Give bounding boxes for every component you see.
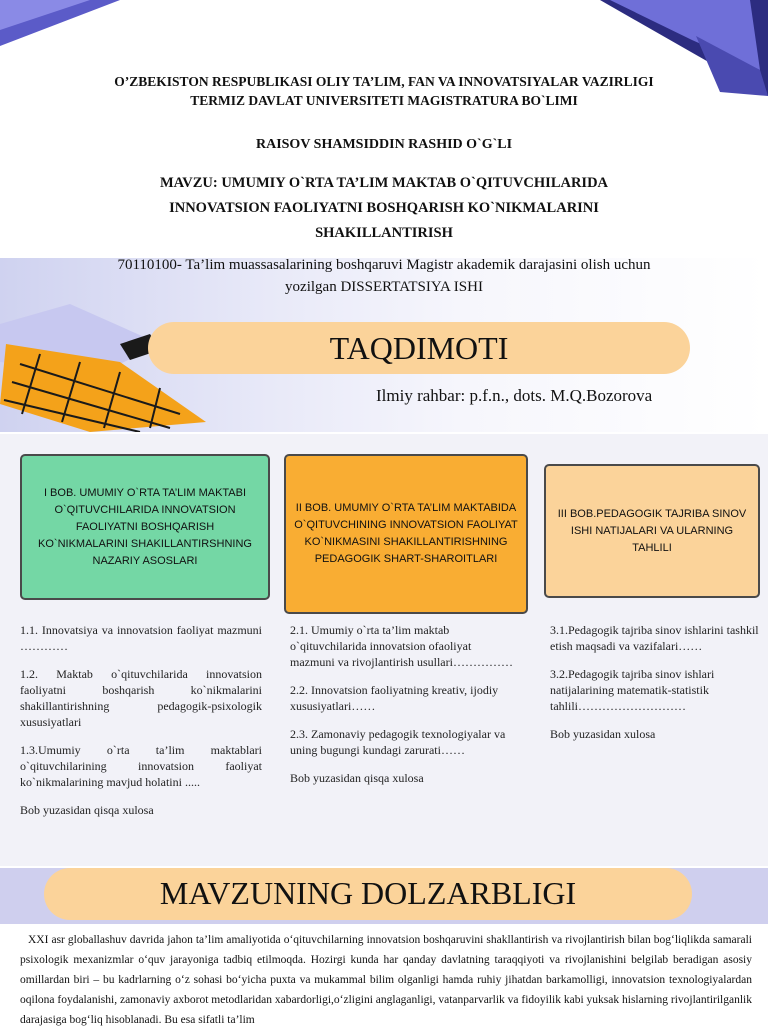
org-line-2: TERMIZ DAVLAT UNIVERSITETI MAGISTRATURA BO`LIMI (190, 93, 578, 108)
section-3-2: 3.2.Pedagogik tajriba sinov ishlari natijalarining matematik-statistik tahlili……………………… (550, 667, 715, 713)
title-slide (0, 0, 768, 432)
chapter-1-sections (20, 622, 262, 830)
topic-heading (0, 171, 768, 246)
section-1-3: 1.3.Umumiy o`rta ta’lim maktablari o`qituvchilarining innovatsion faoliyat ko`nikmalarining mavjud holatini ..... (20, 743, 262, 789)
contents-slide (0, 434, 768, 866)
chapter-3-box: III BOB.PEDAGOGIK TAJRIBA SINOV ISHI NATIJALARI VA ULARNING TAHLILI (544, 464, 760, 598)
org-line-1: O’ZBEKISTON RESPUBLIKASI OLIY TA’LIM, FAN VA INNOVATSIYALAR VAZIRLIGI (114, 74, 654, 89)
chapter-1-summary: Bob yuzasidan qisqa xulosa (20, 803, 154, 817)
section-2-2: 2.2. Innovatsion faoliyatning kreativ, ijodiy xususiyatlari…… (290, 683, 499, 713)
scientific-adviser: Ilmiy rahbar: p.f.n., dots. M.Q.Bozorova (376, 386, 653, 405)
section-1-1: 1.1. Innovatsiya va innovatsion faoliyat mazmuni ………… (20, 623, 262, 653)
degree-text (0, 254, 768, 298)
top-left-decoration (0, 0, 120, 48)
chapter-3-summary: Bob yuzasidan xulosa (550, 727, 656, 741)
chapter-2-sections (290, 622, 518, 798)
topic-line-2: INNOVATSION FAOLIYATNI BOSHQARISH KO`NIKMALARINI (169, 200, 599, 216)
section-2-3: 2.3. Zamonaviy pedagogik texnologiyalar va uning bugungi kundagi zarurati…… (290, 727, 506, 757)
section-3-1: 3.1.Pedagogik tajriba sinov ishlarini tashkil etish maqsadi va vazifalari…… (550, 623, 759, 653)
chapter-2-box: II BOB. UMUMIY O`RTA TA’LIM MAKTABIDA O`QITUVCHINING INNOVATSION FAOLIYAT KO`NIKMASINI SHAKILLANTIRISHNING PEDAGOGIK SHART-SHAROITLARI (284, 454, 528, 614)
chapter-1-box: I BOB. UMUMIY O`RTA TA’LIM MAKTABI O`QITUVCHILARIDA INNOVATSION FAOLIYATNI BOSHQARISH KO`NIKMALARINI SHAKILLANTIRSHNING NAZARIY ASOSLARI (20, 454, 270, 600)
degree-line-1: 70110100- Ta’lim muassasalarining boshqaruvi Magistr akademik darajasini olish uchun (117, 257, 651, 273)
degree-line-2: yozilgan DISSERTATSIYA ISHI (285, 279, 483, 295)
chapter-3-sections (550, 622, 760, 754)
section-1-2: 1.2. Maktab o`qituvchilarida innovatsion faoliyatni boshqarish ko`nikmalarini shakillantirishning pedagogik-psixologik xususiyatlari (20, 667, 262, 729)
section-2-1: 2.1. Umumiy o`rta ta’lim maktab o`qituvchilarida innovatsion ofaoliyat mazmuni va rivojlantirish usullari…………… (290, 623, 513, 669)
author-name: RAISOV SHAMSIDDIN RASHID O`G`LI (255, 137, 513, 152)
relevance-body: XXI asr globallashuv davrida jahon ta’lim amaliyotida o‘qituvchilarning innovatsion boshqaruvini shakllantirish va rivojlantirish bilan bog‘liqlikda samarali psixologik mexanizmlar o‘quv jarayoniga tadbiq etilmoqda. Hozirgi kunda har qanday davlatning taraqqiyoti va rivojlanishini belgilab beradigan asosiy omillardan biri – bu kadrlarning o‘z sohasi bo‘yicha puxta va mukammal bilim olganligi hamda ruhiy jihatdan barkamolligi, innovatsion texnologiyalardan oqilona foydalanishi, zamonaviy axborot metodlaridan xabardorligi,o‘zligini anglaganligi, vatanparvarlik va fidoyilik kabi yuksak hislarning rivojlantirilganlik darajasiga bog‘liq hisoblanadi. Bu esa sifatli ta’lim (20, 934, 752, 1026)
relevance-title: MAVZUNING DOLZARBLIGI (44, 868, 692, 920)
presentation-title: TAQDIMOTI (148, 322, 690, 374)
chapter-2-summary: Bob yuzasidan qisqa xulosa (290, 771, 424, 785)
topic-line-1: MAVZU: UMUMIY O`RTA TA’LIM MAKTAB O`QITUVCHILARIDA (159, 175, 609, 191)
topic-line-3: SHAKILLANTIRISH (315, 225, 453, 241)
relevance-slide (0, 868, 768, 1024)
organization-heading (0, 72, 768, 110)
